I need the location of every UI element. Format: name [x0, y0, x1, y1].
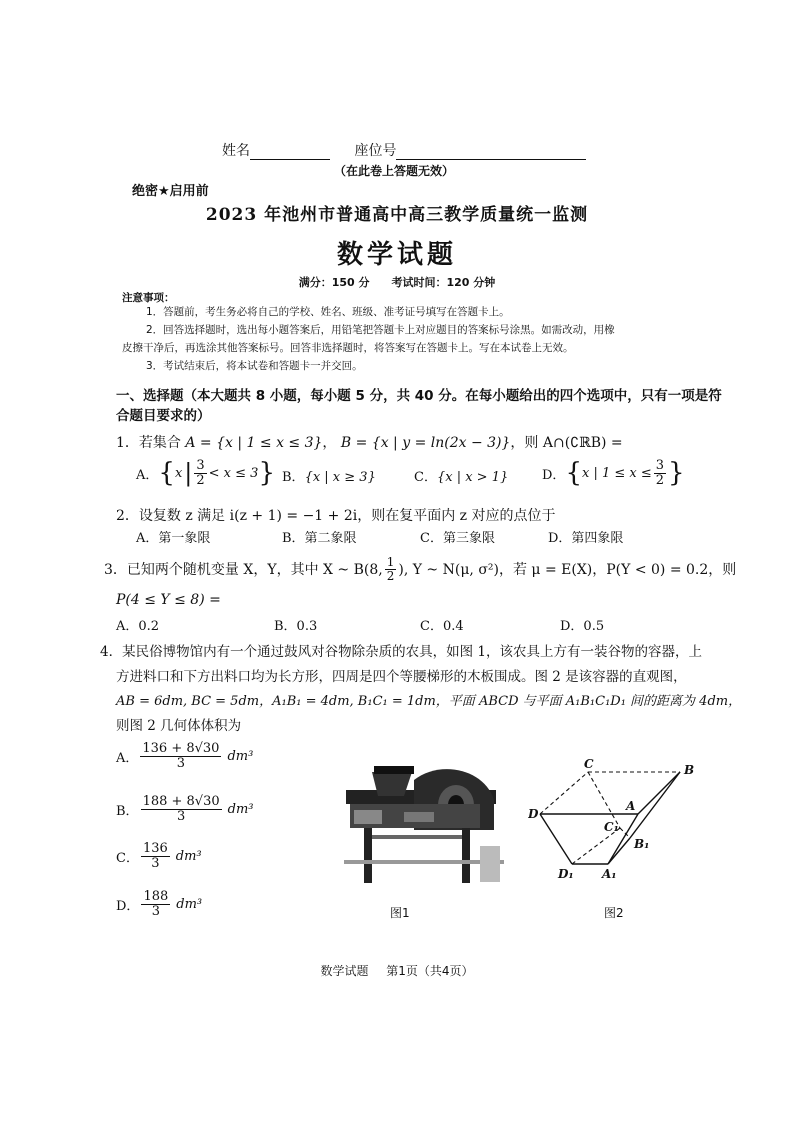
question-4-stem-3: AB = 6dm, BC = 5dm，A₁B₁ = 4dm, B₁C₁ = 1dm，平面 ABCD 与平面 A₁B₁C₁D₁ 间的距离为 4dm，	[116, 694, 742, 709]
q3-option-b[interactable]: B．0.3	[274, 619, 318, 634]
question-2-stem: 2．设复数 z 满足 i(z + 1) = −1 + 2i，则在复平面内 z 对应的点位于	[116, 508, 556, 524]
figure-2-frustum-diagram	[528, 758, 714, 886]
vertex-label-B: B	[684, 763, 695, 777]
seat-label: 座位号	[354, 143, 397, 159]
q3-option-a[interactable]: A．0.2	[116, 619, 160, 634]
vertex-label-D1: D₁	[558, 867, 574, 881]
q3-option-c[interactable]: C．0.4	[420, 619, 464, 634]
edge-BB1	[630, 772, 680, 838]
q2-option-c[interactable]: C．第三象限	[420, 531, 495, 546]
vertex-label-C: C	[584, 758, 594, 771]
vertex-label-A1: A₁	[602, 867, 617, 881]
vertex-label-C1: C₁	[604, 820, 619, 834]
footer	[0, 962, 794, 979]
q4-option-c[interactable]: C． $\frac{136}{3}$ dm³	[116, 841, 202, 871]
name-label: 姓名	[222, 143, 250, 159]
figure-1-winnower-photo	[344, 760, 504, 885]
footer-page: 第1页（共4页）	[386, 964, 474, 978]
notice-item-2: 2．回答选择题时，选出每小题答案后，用铅笔把答题卡上对应题目的答案标号涂黑。如需改动，用橡	[146, 324, 615, 336]
edge-DC	[540, 772, 588, 814]
set-a: A = {x | 1 ≤ x ≤ 3}	[185, 435, 323, 451]
vertex-label-A: A	[626, 799, 636, 813]
edge-A1B1	[608, 838, 630, 864]
question-1-stem: 1．若集合 A = {x | 1 ≤ x ≤ 3}， B = {x | y = ln(2x − 3)}，则 A∩(∁ℝB) =	[116, 435, 623, 451]
q2-option-b[interactable]: B．第二象限	[282, 531, 357, 546]
score-line: 满分：150 分 考试时间：120 分钟	[298, 276, 496, 289]
q2-option-d[interactable]: D．第四象限	[548, 531, 624, 546]
secret-tag: 绝密★启用前	[132, 184, 209, 199]
name-field[interactable]	[250, 145, 330, 160]
seat-field[interactable]	[396, 145, 586, 160]
edge-AB	[638, 772, 680, 814]
q1-option-c[interactable]: C．{x | x > 1}	[414, 470, 509, 485]
question-4-stem-1: 4．某民俗博物馆内有一个通过鼓风对谷物除杂质的农具，如图 1，该农具上方有一装谷物的容器，上	[100, 644, 702, 660]
question-4-stem-4: 则图 2 几何体体积为	[116, 718, 242, 734]
figure-1-caption: 图1	[390, 906, 410, 920]
question-3-stem: 3．已知两个随机变量 X，Y，其中 X ~ B(8, $\frac{1}{2}$ ), Y ~ N(μ, σ²)，若 μ = E(X)，P(Y < 0) = 0.2，则	[104, 555, 737, 583]
exam-title: 2023 年池州市普通高中高三教学质量统一监测	[205, 205, 589, 225]
q4-option-b[interactable]: B． $\frac{188 + 8√30}{3}$ dm³	[116, 794, 254, 824]
q3-option-d[interactable]: D．0.5	[560, 619, 605, 634]
candidate-info-line	[222, 140, 586, 160]
q2-option-a[interactable]: A．第一象限	[136, 531, 211, 546]
q4-option-d[interactable]: D． $\frac{188}{3}$ dm³	[116, 889, 203, 919]
question-4-stem-2: 方进料口和下方出料口均为长方形，四周是四个等腰梯形的木板围成。图 2 是该容器的直观图，	[116, 669, 687, 685]
notice-item-2-cont: 皮擦干净后，再选涂其他答案标号。回答非选择题时，将答案写在答题卡上。写在本试卷上无效。	[122, 342, 574, 354]
figure-2-caption: 图2	[604, 906, 624, 920]
edge-DD1	[540, 814, 572, 864]
notice-item-1: 1．答题前，考生务必将自己的学校、姓名、班级、准考证号填写在答题卡上。	[146, 306, 510, 318]
vertex-label-D: D	[528, 807, 539, 821]
q1-option-b[interactable]: B．{x | x ≥ 3}	[282, 470, 376, 485]
vertex-label-B1: B₁	[634, 837, 650, 851]
footer-subject: 数学试题	[320, 964, 369, 978]
section-heading: 一、选择题（本大题共 8 小题，每小题 5 分，共 40 分。在每小题给出的四个选项中，只有一项是符	[116, 388, 722, 404]
set-b: B = {x | y = ln(2x − 3)}	[340, 435, 511, 451]
notice-item-3: 3．考试结束后，将本试卷和答题卡一并交回。	[146, 360, 363, 372]
question-3-stem-cont: P(4 ≤ Y ≤ 8) =	[116, 592, 221, 608]
q4-option-a[interactable]: A． $\frac{136 + 8√30}{3}$ dm³	[116, 741, 254, 771]
invalid-note: （在此卷上答题无效）	[334, 164, 455, 178]
notice-heading: 注意事项：	[122, 292, 175, 304]
section-heading-cont: 合题目要求的）	[116, 408, 211, 424]
subject-title: 数学试题	[336, 240, 457, 270]
q1-option-a[interactable]: A． { x | $\frac{3}{2}$ < x ≤ 3 }	[136, 457, 275, 488]
q1-option-d[interactable]: D． { x | 1 ≤ x ≤ $\frac{3}{2}$ }	[542, 457, 685, 488]
